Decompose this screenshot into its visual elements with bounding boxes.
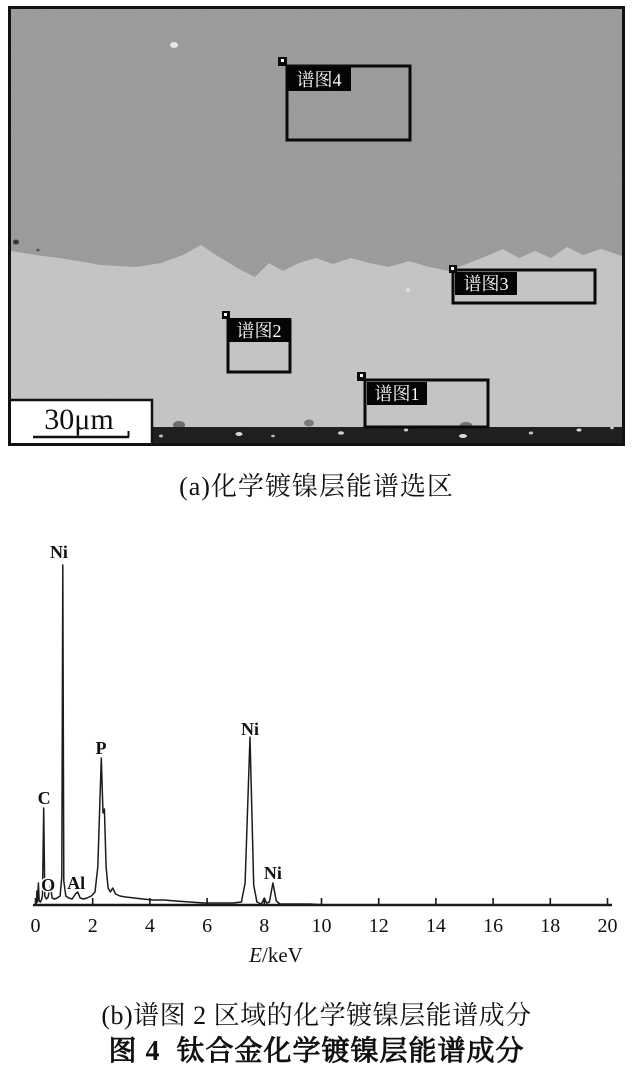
x-tick-label: 6 [202,915,213,937]
element-label-C: C [37,788,51,808]
x-tick-label: 4 [144,915,155,937]
x-axis-title: E/keV [249,943,303,967]
element-label-O: O [41,875,56,895]
figure-title: 图 4 钛合金化学镀镍层能谱成分 [108,1036,525,1067]
spectrum-curve [33,565,610,905]
element-label-Ni: Ni [263,863,282,883]
x-tick-label: 18 [540,915,561,937]
caption-b: (b)谱图 2 区域的化学镀镍层能谱成分 [101,1001,532,1030]
scale-bar [11,400,152,443]
x-tick-label: 10 [311,915,332,937]
region-label-3: 谱图3 [463,274,509,294]
region-label-1: 谱图1 [374,384,420,404]
eds-spectrum-chart [0,520,633,975]
x-tick-label: 2 [87,915,98,937]
x-tick-label: 12 [368,915,389,937]
element-label-Ni: Ni [49,542,68,562]
x-tick-label: 16 [483,915,504,937]
x-tick-label: 20 [597,915,618,937]
region-label-4: 谱图4 [296,70,342,90]
scale-bar-label: 30μm [44,403,114,436]
x-tick-label: 14 [425,915,446,937]
region-label-2: 谱图2 [236,321,282,341]
element-label-Ni: Ni [241,719,259,739]
element-label-P: P [95,738,107,758]
x-tick-label: 0 [30,915,41,937]
sem-micrograph [11,9,622,443]
x-tick-label: 8 [259,915,270,937]
sem-micrograph-frame [8,6,625,446]
element-label-Al: Al [67,873,86,893]
caption-a: (a)化学镀镍层能谱选区 [179,472,454,501]
